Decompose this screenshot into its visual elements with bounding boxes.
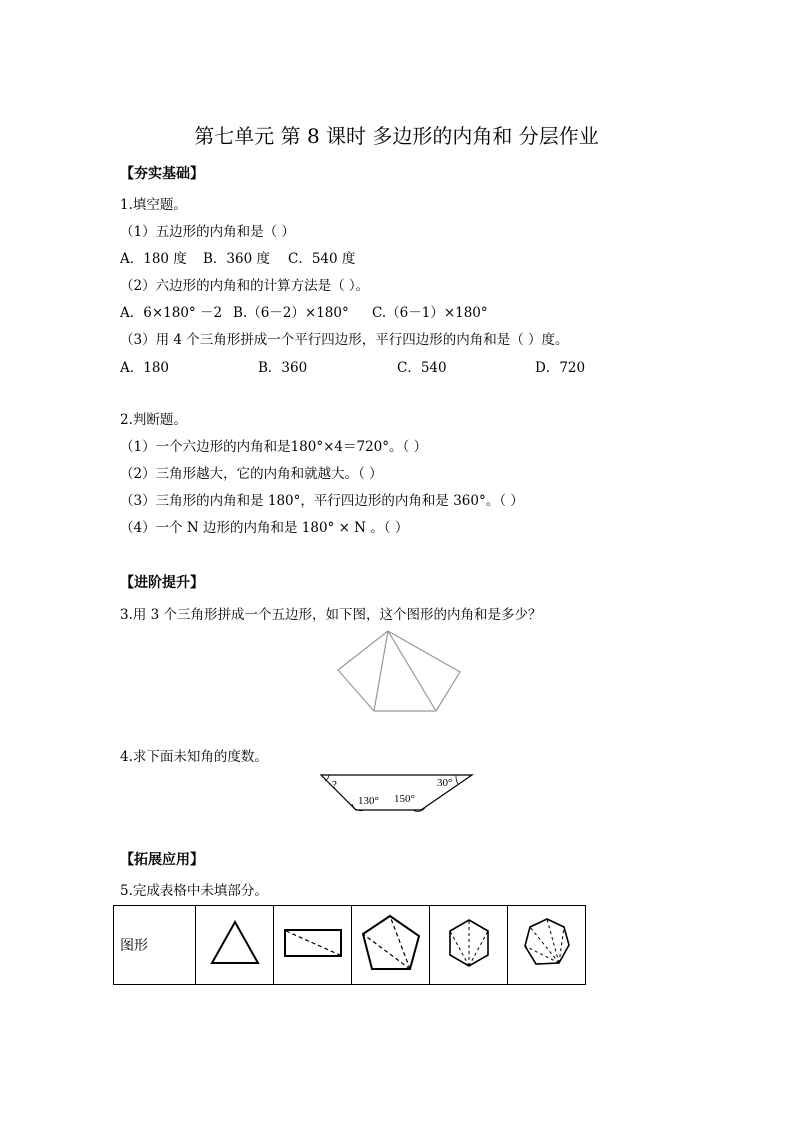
q1-sub3-option-c: C．540 bbox=[397, 360, 447, 376]
section-basic-heading: 【夯实基础】 bbox=[120, 166, 204, 182]
angle-label-150: 150° bbox=[394, 793, 415, 805]
q5-text: 5.完成表格中未填部分。 bbox=[120, 883, 268, 899]
q3-text: 3.用 3 个三角形拼成一个五边形，如下图，这个图形的内角和是多少？ bbox=[120, 607, 542, 623]
q1-sub3-option-b: B．360 bbox=[258, 360, 308, 376]
cell-triangle bbox=[196, 906, 274, 985]
q1-sub1: （1）五边形的内角和是（ ） bbox=[120, 224, 295, 240]
pentagon-diagonal-right bbox=[388, 631, 436, 711]
q1-sub2-option-a: A．6×180° －2 bbox=[120, 305, 223, 321]
table-row-label: 图形 bbox=[114, 906, 196, 985]
rectangle-shape bbox=[283, 928, 343, 958]
q4-text: 4.求下面未知角的度数。 bbox=[120, 749, 268, 765]
hexagon-shape bbox=[447, 918, 491, 968]
q1-sub3-option-a: A．180 bbox=[120, 360, 170, 376]
heptagon-shape bbox=[522, 917, 572, 969]
pentagon-diagonal-left bbox=[374, 631, 388, 711]
cell-heptagon bbox=[508, 906, 586, 985]
polygon-table bbox=[113, 905, 586, 985]
q1-heading: 1.填空题。 bbox=[120, 197, 187, 213]
q1-sub2: （2）六边形的内角和的计算方法是（ ）。 bbox=[120, 278, 370, 294]
triangle-shape bbox=[210, 920, 260, 966]
q2-item-4: （4）一个 N 边形的内角和是 180° × N 。（ ） bbox=[120, 520, 409, 536]
section-extended-heading: 【拓展应用】 bbox=[120, 852, 204, 868]
section-advanced-heading: 【进阶提升】 bbox=[120, 575, 204, 591]
page-title: 第七单元 第 8 课时 多边形的内角和 分层作业 bbox=[194, 124, 599, 148]
q1-sub1-option-c: C．540 度 bbox=[288, 251, 356, 267]
trapezoid-figure bbox=[318, 772, 476, 814]
cell-rectangle bbox=[274, 906, 352, 985]
q1-sub2-option-b: B.（6－2）×180° bbox=[233, 305, 349, 321]
angle-label-30: 30° bbox=[437, 777, 453, 789]
table-row bbox=[114, 906, 586, 985]
q1-sub1-option-b: B．360 度 bbox=[203, 251, 270, 267]
angle-arc-30 bbox=[456, 775, 458, 784]
cell-hexagon bbox=[430, 906, 508, 985]
angle-label-130: 130° bbox=[358, 795, 379, 807]
pentagon-outline bbox=[338, 631, 460, 711]
pentagon-shape bbox=[360, 914, 422, 972]
q2-heading: 2.判断题。 bbox=[120, 412, 187, 428]
cell-pentagon bbox=[352, 906, 430, 985]
q1-sub1-option-a: A．180 度 bbox=[120, 251, 187, 267]
q2-item-1: （1）一个六边形的内角和是180°×4＝720°。（ ） bbox=[120, 439, 428, 455]
q1-sub3-option-d: D．720 bbox=[535, 360, 586, 376]
q1-sub3: （3）用 4 个三角形拼成一个平行四边形，平行四边形的内角和是（ ）度。 bbox=[120, 332, 569, 348]
q2-item-3: （3）三角形的内角和是 180°，平行四边形的内角和是 360°。（ ） bbox=[120, 493, 524, 509]
q2-item-2: （2）三角形越大，它的内角和就越大。（ ） bbox=[120, 466, 383, 482]
angle-label-unknown: ? bbox=[332, 779, 337, 791]
pentagon-figure bbox=[330, 628, 465, 718]
q1-sub2-option-c: C.（6－1）×180° bbox=[372, 305, 488, 321]
